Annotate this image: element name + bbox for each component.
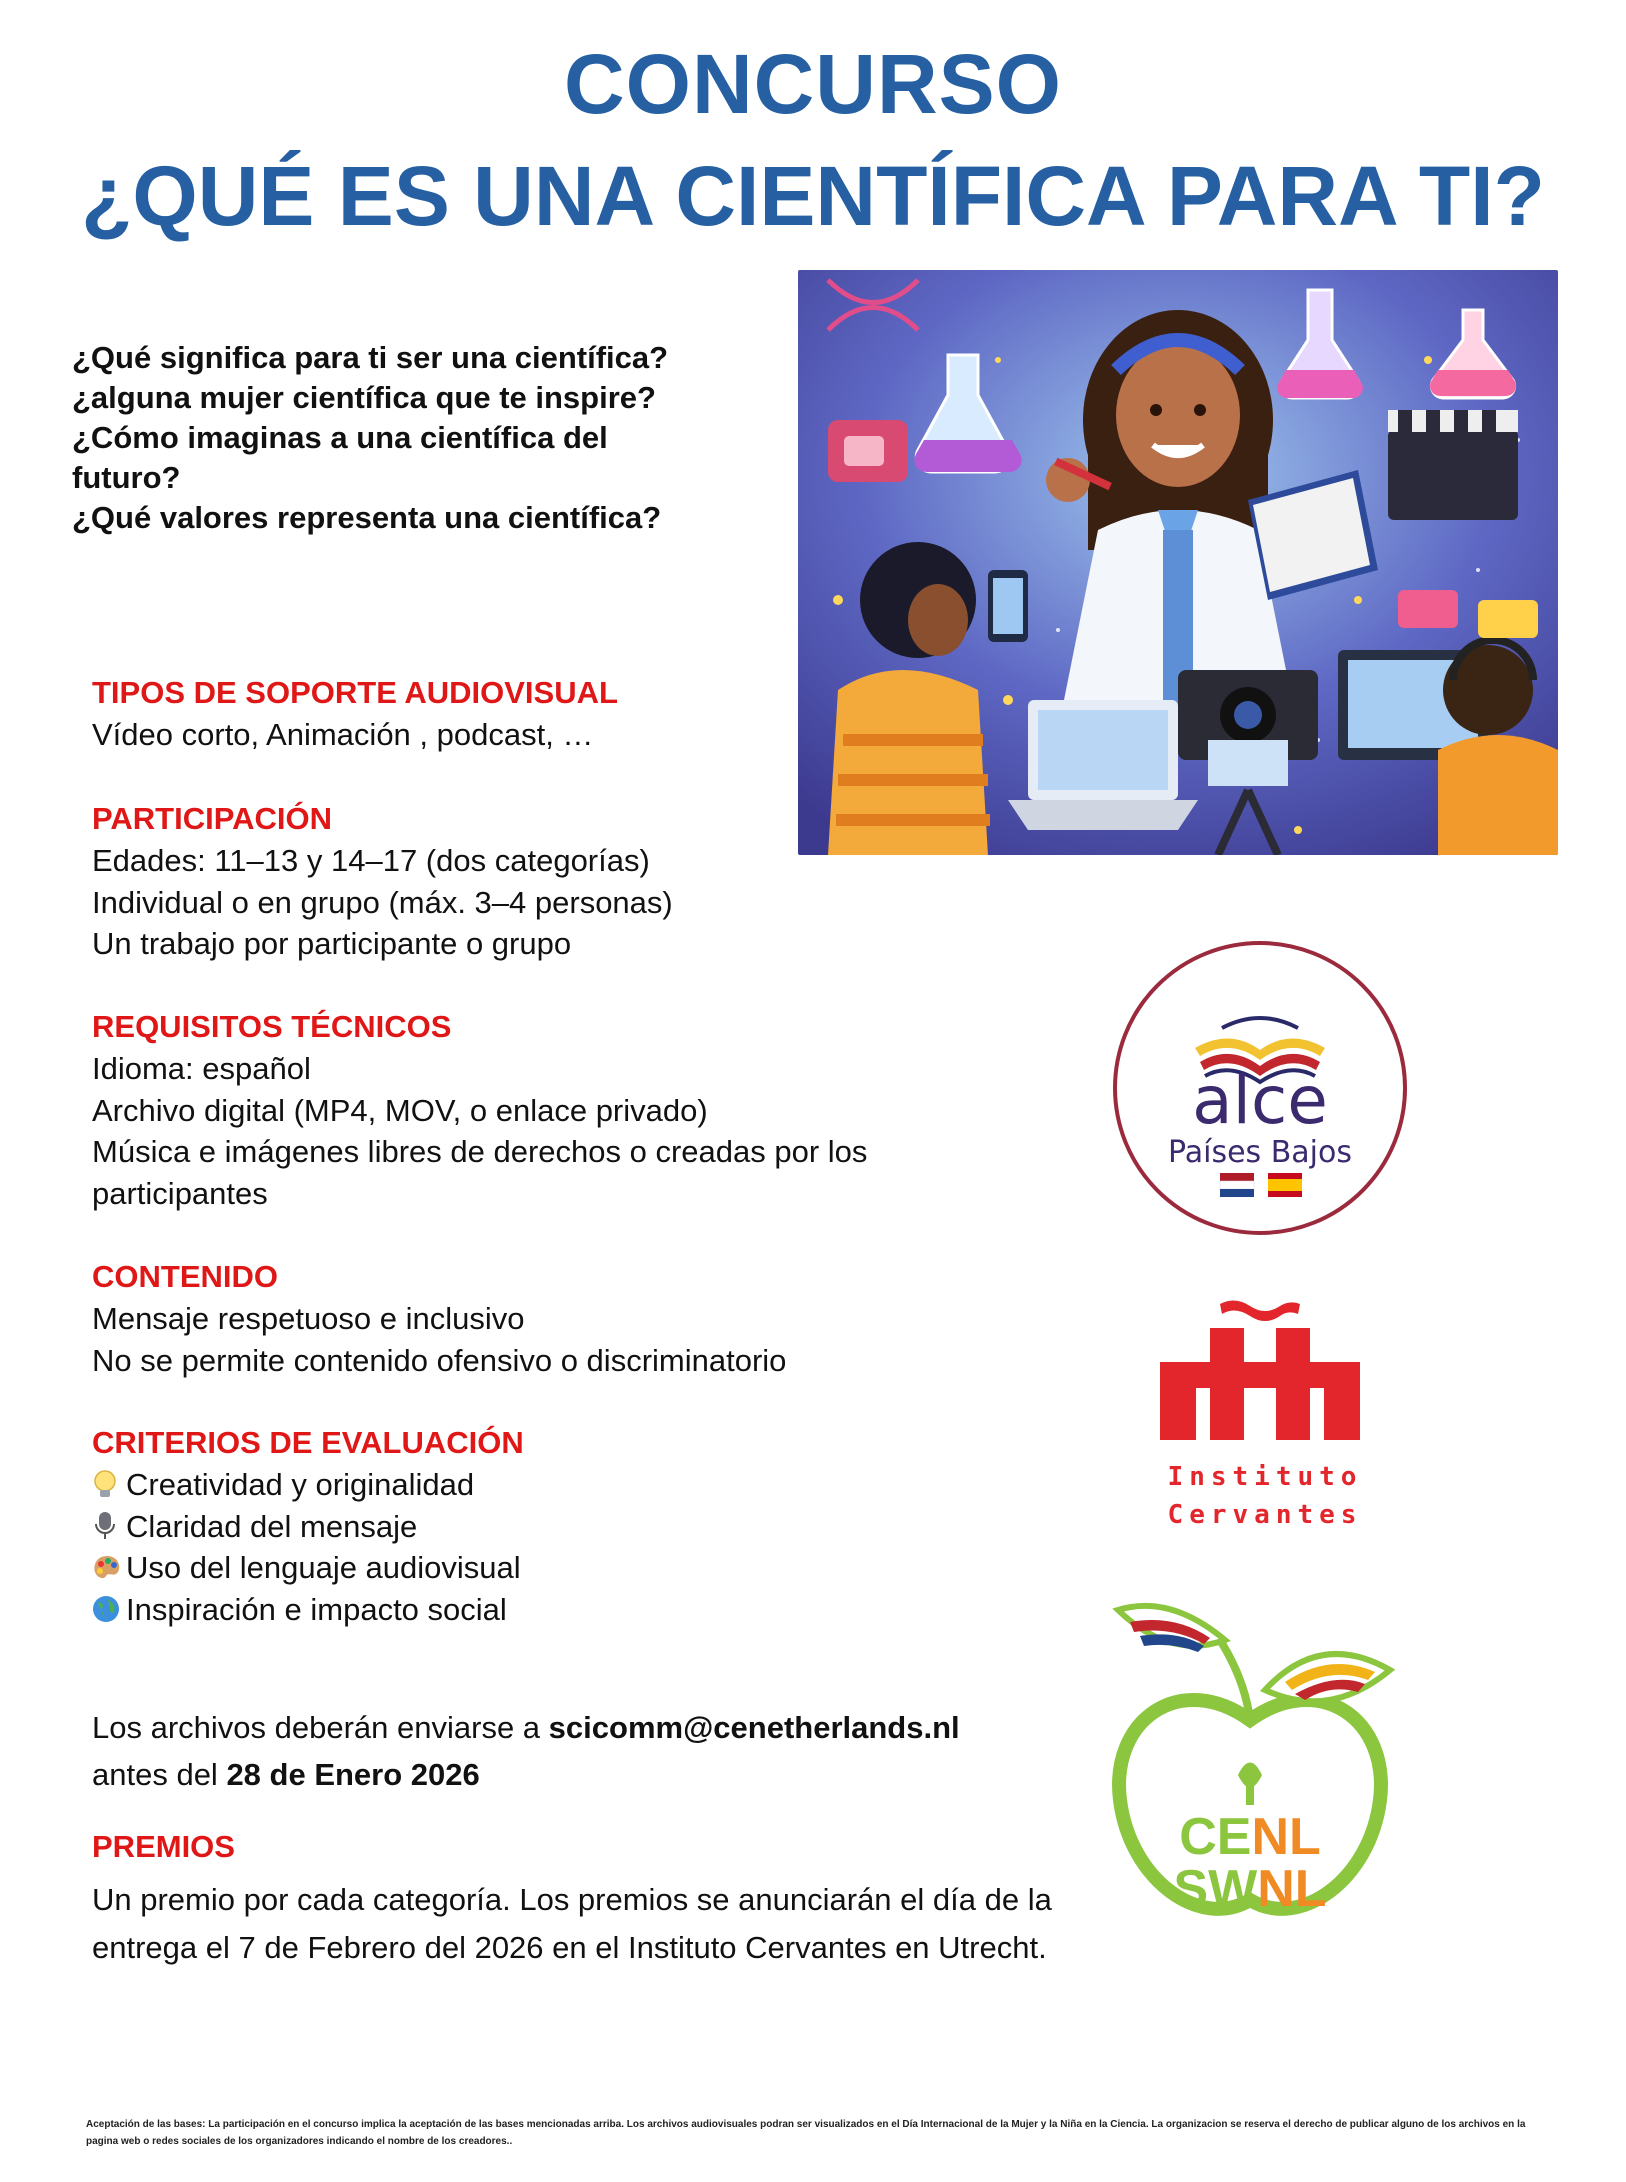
contenido-line-1: Mensaje respetuoso e inclusivo: [92, 1301, 525, 1336]
submission-email: scicomm@cenetherlands.nl: [548, 1710, 960, 1745]
criterio-1: [92, 1464, 1052, 1506]
contenido-line-2: No se permite contenido ofensivo o discriminatorio: [92, 1342, 787, 1378]
requisitos-heading: REQUISITOS TÉCNICOS: [92, 1009, 452, 1044]
criterio-1-text: Creatividad y originalidad: [126, 1467, 475, 1502]
cervantes-logo-line-1: Instituto: [1167, 1462, 1363, 1492]
criterio-3-text: Uso del lenguaje audiovisual: [126, 1550, 521, 1585]
requisitos-line-4: participantes: [92, 1175, 268, 1211]
premios-text: Un premio por cada categoría. Los premios se anunciarán el día de la entrega el 7 de Febrero del 2026 en el Instituto Cervantes en Utrecht.: [92, 1882, 1052, 1965]
alce-logo: [1110, 938, 1410, 1238]
section-soporte: [92, 672, 1052, 756]
requisitos-line-3: Música e imágenes libres de derechos o creadas por los: [92, 1134, 868, 1169]
alce-logo-text: alce: [1192, 1062, 1328, 1139]
premios-heading: PREMIOS: [92, 1829, 235, 1864]
criterio-4-text: Inspiración e impacto social: [126, 1591, 507, 1627]
deadline-prefix: antes del: [92, 1757, 227, 1792]
cenl-swnl-logo: [1100, 1600, 1400, 1940]
requisitos-line-2: Archivo digital (MP4, MOV, o enlace privado): [92, 1092, 708, 1128]
cervantes-logo-line-2: Cervantes: [1167, 1500, 1363, 1530]
question-2: ¿alguna mujer científica que te inspire?: [72, 380, 656, 415]
question-3: ¿Cómo imaginas a una científica del: [72, 420, 608, 455]
requisitos-line-1: Idioma: español: [92, 1051, 311, 1086]
instituto-cervantes-logo: [1150, 1300, 1380, 1550]
cenl-logo-line-2: [1100, 1862, 1400, 1916]
cenl-logo-sw: SW: [1173, 1860, 1258, 1918]
scientist-illustration: [798, 270, 1558, 855]
alce-logo-subtext: Países Bajos: [1168, 1135, 1352, 1170]
criterios-heading: CRITERIOS DE EVALUACIÓN: [92, 1425, 524, 1460]
participacion-line-1: Edades: 11–13 y 14–17 (dos categorías): [92, 843, 650, 878]
criterio-2-text: Claridad del mensaje: [126, 1508, 418, 1544]
submission-prefix: Los archivos deberán enviarse a: [92, 1710, 549, 1745]
section-contenido: [92, 1256, 1052, 1381]
title-line-2: ¿QUÉ ES UNA CIENTÍFICA PARA TI?: [81, 149, 1545, 243]
soporte-line: Vídeo corto, Animación , podcast, …: [92, 717, 594, 752]
submission-info: [92, 1704, 960, 1798]
participacion-line-2: Individual o en grupo (máx. 3–4 personas): [92, 884, 673, 920]
soporte-heading: TIPOS DE SOPORTE AUDIOVISUAL: [92, 675, 618, 710]
lightbulb-icon: [92, 1470, 126, 1500]
question-1: ¿Qué significa para ti ser una científica?: [72, 340, 669, 375]
submission-line-1: [92, 1704, 960, 1751]
cenl-logo-line-1: [1100, 1810, 1400, 1864]
question-4: ¿Qué valores representa una científica?: [72, 500, 662, 535]
footer-terms: Aceptación de las bases: La participación en el concurso implica la aceptación de las bases mencionadas arriba. Los archivos audiovisuales podran ser visualizados en el Día Internacional de la Mujer y la Niña en la Ciencia. La organizacion se reserva el derecho de publicar alguno de los archivos en la pagina web o redes sociales de los organizadores indicando el nombre de los creadores..: [86, 2119, 1526, 2147]
deadline-date: 28 de Enero 2026: [226, 1757, 480, 1792]
globe-icon: [92, 1595, 126, 1623]
cenl-logo-nl-2: NL: [1257, 1860, 1327, 1918]
question-3-cont: futuro?: [72, 460, 181, 495]
section-criterios: [92, 1422, 1052, 1630]
criterio-2: [92, 1506, 1052, 1548]
criterio-4: [92, 1589, 1052, 1631]
palette-icon: [92, 1554, 126, 1582]
contenido-heading: CONTENIDO: [92, 1259, 278, 1294]
submission-line-2: [92, 1751, 960, 1798]
cenl-logo-nl: NL: [1251, 1808, 1321, 1866]
participacion-line-3: Un trabajo por participante o grupo: [92, 926, 572, 961]
microphone-icon: [92, 1511, 126, 1541]
section-participacion: [92, 798, 1052, 965]
participacion-heading: PARTICIPACIÓN: [92, 801, 332, 836]
cenl-logo-ce: CE: [1179, 1808, 1252, 1866]
criterio-3: [92, 1547, 1052, 1589]
section-requisitos: [92, 1006, 1052, 1214]
title-line-1: CONCURSO: [563, 37, 1062, 131]
intro-questions: [72, 338, 772, 538]
